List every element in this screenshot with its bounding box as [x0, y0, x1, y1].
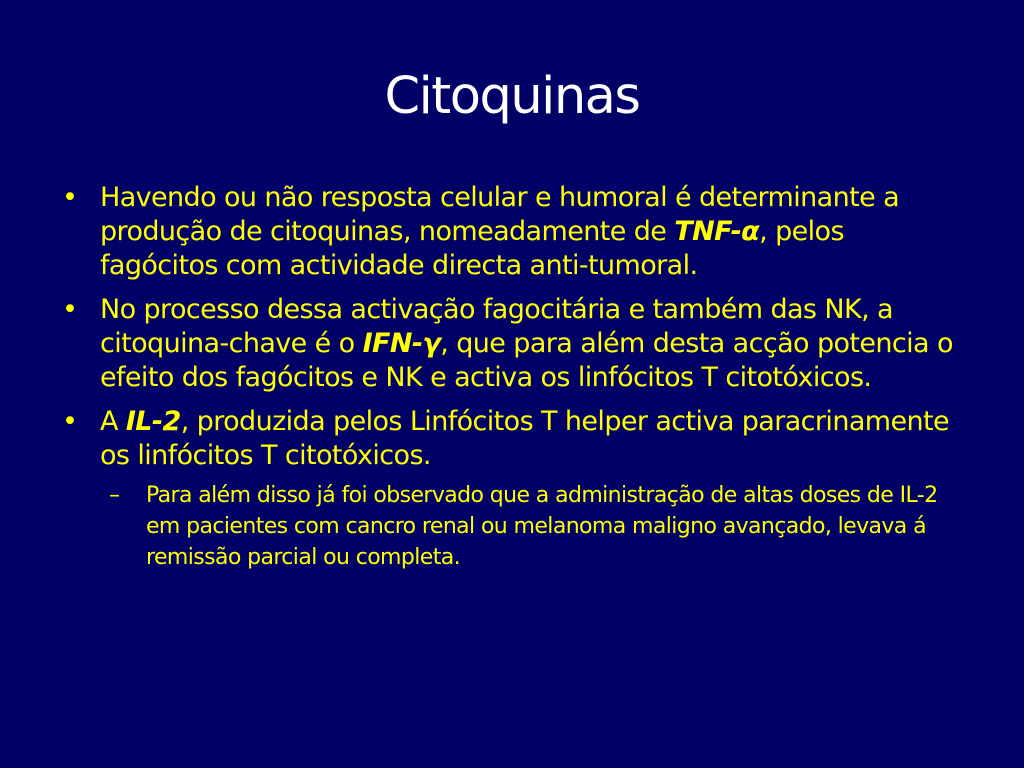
bullet-item: [62, 181, 962, 283]
bullet-item: [62, 293, 962, 395]
bullet-emphasis-il2: IL-2: [125, 406, 181, 437]
slide-body: [62, 181, 962, 573]
bullet-emphasis-tnf: TNF-α: [674, 216, 760, 247]
bullet-text: Havendo ou não resposta celular e humoral é determinante a produção de citoquinas, nomeadamente de: [100, 182, 900, 247]
bullet-text: , produzida pelos Linfócitos T helper activa paracrinamente os linfócitos T citotóxicos.: [100, 406, 950, 471]
sub-bullet-text: Para além disso já foi observado que a administração de altas doses de IL-2 em pacientes com cancro renal ou melanoma maligno avançado, levava á remissão parcial ou completa.: [146, 483, 938, 570]
sub-bullet-item: [109, 480, 962, 573]
sub-bullet-marker: –: [109, 483, 120, 508]
bullet-marker: •: [62, 182, 78, 213]
bullet-text: A: [100, 406, 126, 437]
bullet-emphasis-ifn: IFN-γ: [362, 328, 441, 359]
bullet-marker: •: [62, 294, 78, 325]
bullet-text: , pelos fagócitos com actividade directa anti-tumoral.: [100, 216, 844, 281]
bullet-item: [62, 405, 962, 473]
bullet-marker: •: [62, 406, 78, 437]
slide-title: Citoquinas: [384, 67, 640, 126]
bullet-text: , que para além desta acção potencia o efeito dos fagócitos e NK e activa os linfócitos T citotóxicos.: [100, 328, 953, 393]
bullet-text: No processo dessa activação fagocitária e também das NK, a citoquina-chave é o: [100, 294, 893, 359]
